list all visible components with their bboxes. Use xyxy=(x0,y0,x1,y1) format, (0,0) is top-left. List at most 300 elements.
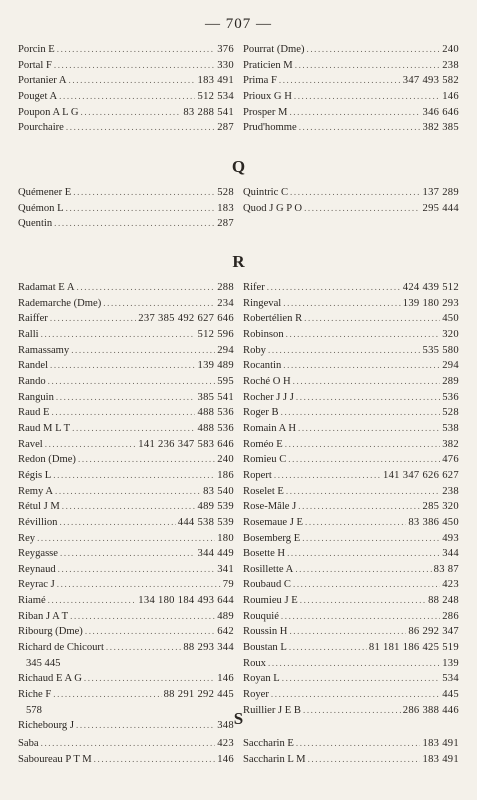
entry-name: Bosette H xyxy=(243,548,286,560)
index-entry xyxy=(243,201,459,217)
dot-leader xyxy=(305,515,406,531)
entry-name: Romain A H xyxy=(243,422,296,434)
dot-leader xyxy=(70,609,215,625)
entry-pages: 146 xyxy=(217,753,234,765)
dot-leader xyxy=(281,405,441,421)
index-entry xyxy=(18,609,234,625)
dot-leader xyxy=(48,374,216,390)
entry-pages: 489 539 xyxy=(197,501,234,513)
dot-leader xyxy=(45,437,137,453)
entry-pages: 288 xyxy=(217,282,234,293)
entry-pages: 139 180 293 xyxy=(402,297,459,309)
dot-leader xyxy=(85,624,215,640)
entry-pages: 385 541 xyxy=(197,391,234,403)
entry-name: Reygasse xyxy=(18,548,59,560)
dot-leader xyxy=(59,89,195,105)
dot-leader xyxy=(53,468,215,484)
index-entry xyxy=(18,89,234,105)
entry-pages: 376 xyxy=(217,44,234,55)
entry-name: Quod J G P O xyxy=(243,202,303,214)
entry-pages: 287 xyxy=(217,218,234,230)
entry-name: Régis L xyxy=(18,469,52,481)
index-entry xyxy=(18,499,234,515)
dot-leader xyxy=(279,73,401,89)
entry-name: Roussin H xyxy=(243,626,288,638)
dot-leader xyxy=(103,296,215,312)
page-number: — 707 — xyxy=(205,16,272,32)
entry-pages: 330 xyxy=(217,59,234,71)
dot-leader xyxy=(55,484,201,500)
entry-name: Raud M L T xyxy=(18,422,71,434)
dot-leader xyxy=(286,484,440,500)
index-entry xyxy=(18,468,234,484)
index-entry xyxy=(243,89,459,105)
entry-pages: 536 xyxy=(442,391,459,403)
index-entry xyxy=(18,452,234,468)
entry-name: Richebourg J xyxy=(18,720,75,732)
dot-leader xyxy=(285,437,440,453)
index-entry xyxy=(18,73,234,89)
entry-pages: 238 xyxy=(442,59,459,71)
dot-leader xyxy=(50,311,136,327)
index-entry xyxy=(243,296,459,312)
dot-leader xyxy=(41,327,196,343)
index-entry xyxy=(243,624,459,640)
dot-leader xyxy=(290,185,420,201)
entry-name: Rifer xyxy=(243,282,265,293)
entry-pages: 88 248 xyxy=(428,595,459,607)
section-s-right-column xyxy=(243,736,459,767)
index-entry xyxy=(18,42,234,58)
entry-pages: 79 xyxy=(222,579,234,591)
entry-pages: 424 439 512 xyxy=(402,282,459,293)
entry-pages: 240 xyxy=(442,44,459,55)
entry-name: Roby xyxy=(243,344,266,356)
index-entry xyxy=(243,120,459,136)
entry-pages: 382 xyxy=(442,438,459,450)
entry-name: Remy A xyxy=(18,485,54,497)
dot-leader xyxy=(293,577,440,593)
index-entry xyxy=(243,327,459,343)
entry-pages: 88 293 344 xyxy=(183,642,234,654)
entry-name: Saboureau P T M xyxy=(18,753,92,765)
entry-name: Riban J A T xyxy=(18,610,69,622)
dot-leader xyxy=(296,736,421,752)
section-letter-q: Q xyxy=(231,157,246,176)
entry-pages: 346 646 xyxy=(422,106,459,118)
entry-pages: 139 xyxy=(442,657,459,669)
entry-name: Roché O H xyxy=(243,375,291,387)
entry-pages: 488 536 xyxy=(197,422,234,434)
entry-pages: 183 491 xyxy=(422,753,459,765)
entry-name: Quémener E xyxy=(18,187,72,198)
entry-name: Raiffer xyxy=(18,313,48,325)
entry-name: Roméo E xyxy=(243,438,283,450)
entry-name: Porcin E xyxy=(18,44,55,55)
dot-leader xyxy=(306,42,440,58)
dot-leader xyxy=(51,405,195,421)
dot-leader xyxy=(286,327,441,343)
entry-pages: 512 534 xyxy=(197,90,234,102)
entry-pages: 289 xyxy=(442,375,459,387)
entry-pages: 476 xyxy=(442,454,459,466)
index-entry xyxy=(18,120,234,136)
entry-name: Ralli xyxy=(18,328,39,340)
dot-leader xyxy=(299,120,421,136)
entry-name: Rouquié xyxy=(243,610,279,622)
entry-name: Roux xyxy=(243,657,266,669)
entry-pages: 88 291 292 445 xyxy=(163,689,234,701)
dot-leader xyxy=(77,280,216,296)
index-entry xyxy=(243,687,459,703)
entry-name: Riamé xyxy=(18,595,46,607)
entry-name: Raud E xyxy=(18,407,50,419)
entry-name: Quentin xyxy=(18,218,53,230)
index-entry xyxy=(243,374,459,390)
index-entry xyxy=(18,374,234,390)
dot-leader xyxy=(267,280,401,296)
entry-name: Prioux G H xyxy=(243,90,292,102)
section-r-left-column xyxy=(18,280,234,734)
dot-leader xyxy=(106,640,181,656)
entry-pages: 493 xyxy=(442,532,459,544)
entry-pages: 512 596 xyxy=(197,328,234,340)
entry-pages: 81 181 186 425 519 xyxy=(368,642,459,654)
dot-leader xyxy=(78,452,215,468)
dot-leader xyxy=(62,499,196,515)
index-entry xyxy=(18,484,234,500)
index-entry xyxy=(18,671,234,687)
dot-leader xyxy=(271,687,440,703)
dot-leader xyxy=(283,296,400,312)
dot-leader xyxy=(58,562,216,578)
entry-pages: 86 292 347 xyxy=(408,626,459,638)
entry-pages: 348 xyxy=(217,720,234,732)
dot-leader xyxy=(296,390,440,406)
entry-name: Révillion xyxy=(18,516,58,528)
entry-name: Rétul J M xyxy=(18,501,60,513)
entry-pages: 535 580 xyxy=(422,344,459,356)
index-entry xyxy=(18,343,234,359)
dot-leader xyxy=(66,201,216,217)
dot-leader xyxy=(294,89,440,105)
section-r-right-column xyxy=(243,280,459,718)
entry-pages: 489 xyxy=(217,610,234,622)
entry-name: Ravel xyxy=(18,438,43,450)
dot-leader xyxy=(304,201,420,217)
entry-pages: 137 289 xyxy=(422,187,459,198)
entry-name: Saba xyxy=(18,738,39,749)
entry-name: 578 xyxy=(26,704,42,716)
index-entry xyxy=(18,327,234,343)
entry-pages: 445 xyxy=(442,689,459,701)
entry-pages: 488 536 xyxy=(197,407,234,419)
index-entry xyxy=(243,390,459,406)
entry-pages: 83 288 541 xyxy=(183,106,234,118)
dot-leader xyxy=(287,546,440,562)
index-entry xyxy=(18,58,234,74)
section-p-right-column xyxy=(243,42,459,136)
entry-pages: 528 xyxy=(442,407,459,419)
entry-name: Praticien M xyxy=(243,59,293,71)
entry-name: Quintric C xyxy=(243,187,289,198)
index-entry xyxy=(18,105,234,121)
entry-name: 345 445 xyxy=(26,657,61,669)
index-entry xyxy=(18,593,234,609)
entry-pages: 286 388 446 xyxy=(402,704,459,716)
entry-name: Richard de Chicourt xyxy=(18,642,104,654)
dot-leader xyxy=(94,752,216,768)
entry-pages: 183 491 xyxy=(197,75,234,87)
entry-pages: 134 180 184 493 644 xyxy=(138,595,234,607)
index-entry xyxy=(243,752,459,768)
entry-pages: 423 xyxy=(217,738,234,749)
entry-name: Boustan L xyxy=(243,642,287,654)
entry-pages: 347 493 582 xyxy=(402,75,459,87)
index-entry xyxy=(18,201,234,217)
dot-leader xyxy=(57,42,215,58)
entry-name: Riche F xyxy=(18,689,52,701)
index-entry xyxy=(243,671,459,687)
entry-name: Pourrat (Dme) xyxy=(243,44,305,55)
index-entry xyxy=(243,609,459,625)
dot-leader xyxy=(282,671,440,687)
index-entry xyxy=(243,105,459,121)
entry-name: Ringeval xyxy=(243,297,282,309)
entry-name: Rando xyxy=(18,375,46,387)
dot-leader xyxy=(56,390,196,406)
entry-name: Quémon L xyxy=(18,202,64,214)
index-entry-continuation xyxy=(18,656,234,672)
index-entry xyxy=(243,577,459,593)
dot-leader xyxy=(73,185,215,201)
entry-pages: 183 491 xyxy=(422,738,459,749)
dot-leader xyxy=(293,374,441,390)
entry-name: Roumieu J E xyxy=(243,595,298,607)
dot-leader xyxy=(66,120,215,136)
index-entry xyxy=(243,437,459,453)
dot-leader xyxy=(304,311,440,327)
dot-leader xyxy=(288,452,440,468)
entry-name: Randel xyxy=(18,360,49,372)
dot-leader xyxy=(60,546,195,562)
index-entry xyxy=(18,437,234,453)
entry-name: Rocher J J J xyxy=(243,391,294,403)
index-entry xyxy=(18,736,234,752)
entry-pages: 382 385 xyxy=(422,122,459,134)
index-entry xyxy=(243,42,459,58)
entry-pages: 534 xyxy=(442,673,459,685)
entry-pages: 183 xyxy=(217,202,234,214)
index-entry xyxy=(18,405,234,421)
entry-pages: 141 236 347 583 646 xyxy=(138,438,234,450)
index-entry xyxy=(243,405,459,421)
dot-leader xyxy=(41,736,216,752)
dot-leader xyxy=(295,562,431,578)
index-entry xyxy=(243,358,459,374)
entry-pages: 180 xyxy=(217,532,234,544)
index-entry xyxy=(243,280,459,296)
entry-name: Rademarche (Dme) xyxy=(18,297,102,309)
entry-name: Ruillier J E B xyxy=(243,704,301,716)
dot-leader xyxy=(298,499,420,515)
entry-pages: 141 347 626 627 xyxy=(382,469,459,481)
entry-pages: 595 xyxy=(217,375,234,387)
entry-name: Roger B xyxy=(243,407,279,419)
dot-leader xyxy=(295,58,440,74)
entry-pages: 423 xyxy=(442,579,459,591)
index-entry xyxy=(18,640,234,656)
index-entry xyxy=(243,515,459,531)
index-entry xyxy=(243,546,459,562)
dot-leader xyxy=(308,752,421,768)
entry-pages: 344 449 xyxy=(197,548,234,560)
dot-leader xyxy=(289,640,367,656)
entry-pages: 234 xyxy=(217,297,234,309)
entry-name: Prosper M xyxy=(243,106,288,118)
index-entry xyxy=(18,515,234,531)
entry-name: Prud'homme xyxy=(243,122,297,134)
dot-leader xyxy=(268,656,440,672)
entry-pages: 450 xyxy=(442,313,459,325)
section-letter-r: R xyxy=(232,252,245,271)
section-q-left-column xyxy=(18,185,234,232)
entry-name: Romieu C xyxy=(243,454,287,466)
index-entry xyxy=(18,390,234,406)
entry-name: Bosemberg E xyxy=(243,532,301,544)
index-entry xyxy=(18,311,234,327)
entry-pages: 294 xyxy=(442,360,459,372)
entry-pages: 295 444 xyxy=(422,202,459,214)
entry-pages: 538 xyxy=(442,422,459,434)
dot-leader xyxy=(53,687,161,703)
index-entry xyxy=(243,58,459,74)
entry-pages: 186 xyxy=(217,469,234,481)
dot-leader xyxy=(84,671,215,687)
entry-name: Royer xyxy=(243,689,269,701)
index-entry xyxy=(18,546,234,562)
entry-name: Robinson xyxy=(243,328,284,340)
index-entry xyxy=(243,562,459,578)
dot-leader xyxy=(283,358,440,374)
entry-name: Reynaud xyxy=(18,563,56,575)
dot-leader xyxy=(59,515,175,531)
entry-name: Richaud E A G xyxy=(18,673,82,685)
entry-name: Royan L xyxy=(243,673,280,685)
entry-name: Rosillette A xyxy=(243,563,294,575)
entry-pages: 286 xyxy=(442,610,459,622)
entry-name: Saccharin L M xyxy=(243,753,306,765)
entry-name: Radamat E A xyxy=(18,282,75,293)
index-entry xyxy=(18,687,234,703)
entry-pages: 146 xyxy=(217,673,234,685)
dot-leader xyxy=(298,421,440,437)
section-p-left-column xyxy=(18,42,234,136)
index-entry xyxy=(18,185,234,201)
entry-name: Saccharin E xyxy=(243,738,294,749)
entry-pages: 642 xyxy=(217,626,234,638)
index-entry xyxy=(243,499,459,515)
index-entry xyxy=(243,73,459,89)
entry-name: Roselet E xyxy=(243,485,284,497)
entry-pages: 285 320 xyxy=(422,501,459,513)
dot-leader xyxy=(300,593,426,609)
entry-name: Poupon A L G xyxy=(18,106,79,118)
entry-name: Ranguin xyxy=(18,391,54,403)
dot-leader xyxy=(281,609,440,625)
index-entry xyxy=(243,185,459,201)
index-entry xyxy=(243,468,459,484)
entry-name: Rey xyxy=(18,532,36,544)
entry-name: Redon (Dme) xyxy=(18,454,76,466)
entry-pages: 344 xyxy=(442,548,459,560)
index-entry xyxy=(243,311,459,327)
dot-leader xyxy=(48,593,137,609)
entry-pages: 83 87 xyxy=(433,563,459,575)
index-entry xyxy=(18,358,234,374)
entry-pages: 237 385 492 627 646 xyxy=(138,313,234,325)
entry-name: Pouget A xyxy=(18,90,58,102)
index-entry xyxy=(18,624,234,640)
index-entry xyxy=(18,577,234,593)
entry-pages: 294 xyxy=(217,344,234,356)
index-entry xyxy=(18,531,234,547)
entry-name: Roubaud C xyxy=(243,579,291,591)
dot-leader xyxy=(57,577,221,593)
index-entry xyxy=(243,421,459,437)
index-entry xyxy=(243,452,459,468)
index-entry xyxy=(18,421,234,437)
dot-leader xyxy=(268,343,421,359)
index-entry xyxy=(243,484,459,500)
index-entry xyxy=(243,736,459,752)
entry-name: Portal F xyxy=(18,59,52,71)
index-entry xyxy=(18,280,234,296)
dot-leader xyxy=(69,73,196,89)
index-entry xyxy=(243,640,459,656)
entry-name: Pourchaire xyxy=(18,122,64,134)
entry-name: Rocantin xyxy=(243,360,282,372)
section-q-right-column xyxy=(243,185,459,216)
dot-leader xyxy=(50,358,195,374)
entry-pages: 341 xyxy=(217,563,234,575)
entry-name: Portanier A xyxy=(18,75,67,87)
index-entry xyxy=(18,752,234,768)
dot-leader xyxy=(289,105,420,121)
dot-leader xyxy=(274,468,381,484)
index-entry xyxy=(18,562,234,578)
dot-leader xyxy=(54,216,215,232)
entry-name: Rosemaue J E xyxy=(243,516,304,528)
dot-leader xyxy=(37,531,215,547)
dot-leader xyxy=(54,58,215,74)
entry-name: Ropert xyxy=(243,469,272,481)
entry-pages: 287 xyxy=(217,122,234,134)
entry-pages: 83 540 xyxy=(203,485,234,497)
entry-pages: 444 538 539 xyxy=(177,516,234,528)
entry-name: Reyrac J xyxy=(18,579,55,591)
entry-name: Prima F xyxy=(243,75,277,87)
dot-leader xyxy=(81,105,182,121)
entry-pages: 238 xyxy=(442,485,459,497)
dot-leader xyxy=(72,421,195,437)
dot-leader xyxy=(289,624,406,640)
entry-name: Ramassamy xyxy=(18,344,70,356)
dot-leader xyxy=(302,531,440,547)
index-entry xyxy=(243,656,459,672)
entry-pages: 83 386 450 xyxy=(408,516,459,528)
index-entry xyxy=(243,343,459,359)
